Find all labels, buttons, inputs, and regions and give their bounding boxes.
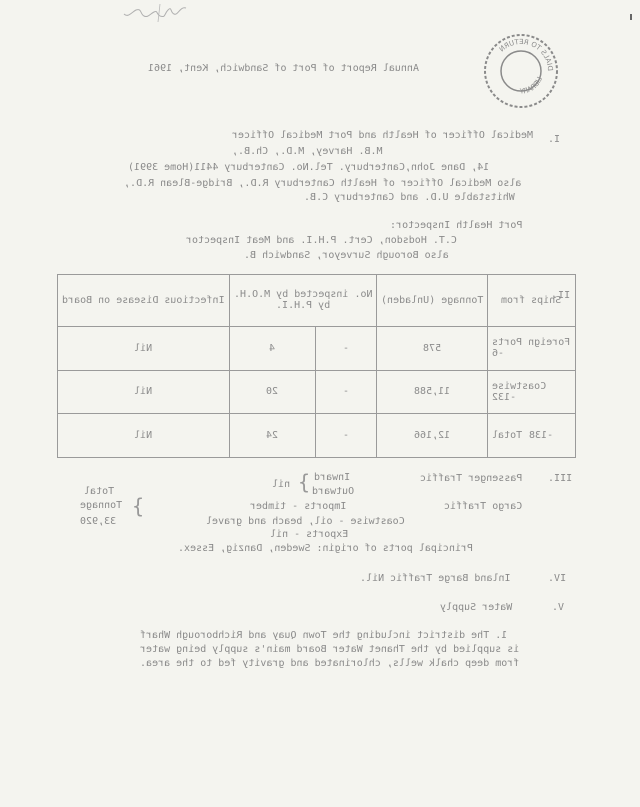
cell-disease: Nil (58, 414, 230, 458)
section-5-heading: Water Supply (440, 602, 513, 613)
inward-label: Inward (314, 472, 351, 483)
cell-moh: - (315, 414, 376, 458)
section-5-line-1: 1. The district including the Town Quay and Richborough Wharf (140, 630, 526, 641)
exports-line: Exports - nil (270, 529, 349, 540)
brace: { (132, 494, 145, 518)
cell-tonnage: 578 (377, 326, 488, 370)
total-tonnage-value: 33,920 (80, 516, 117, 527)
imports-line: Imports - timber (250, 501, 347, 512)
passenger-nil: nil (272, 479, 291, 490)
cell-phi: 20 (229, 370, 315, 414)
section-4-number: IV. (548, 573, 567, 584)
section-1-number: I. (548, 134, 561, 145)
cell-disease: Nil (58, 370, 230, 414)
cell-disease: Nil (58, 326, 230, 370)
section-1-line-3: 14, Dane John,Canterbury. Tel.No. Canterbury 4411(Home 3991) (128, 162, 508, 173)
cell-from: Foreign Ports -6 (488, 326, 575, 370)
principal-ports-line: Principal ports of origin: Sweden, Danzig, Essex. (178, 543, 474, 554)
report-title: Annual Report of Port of Sandwich, Kent, 1961 (148, 63, 419, 74)
cargo-traffic-label: Cargo Traffic (444, 501, 523, 512)
section-4-text: Inland Barge Traffic Nil. (360, 573, 511, 584)
section-1-line-8: C.T. Hodsdon, Cert. P.H.I. and Meat Inspector (186, 235, 475, 246)
total-label: Total (84, 486, 115, 497)
cell-moh: - (315, 326, 376, 370)
header-inspected: No. inspected by M.O.H. by P.H.I. (229, 275, 376, 327)
section-1-line-2: M.B. Harvey, M.D., Ch.B., (232, 146, 401, 157)
ships-table (57, 274, 576, 458)
passenger-traffic-label: Passenger Traffic (420, 473, 523, 484)
section-1-line-1: Medical Officer of Health and Port Medical Officer (232, 130, 534, 141)
cell-from: Coastwise -132 (488, 370, 575, 414)
svg-text:LIBRARY: LIBRARY (519, 75, 544, 96)
cell-from: Total -138 (488, 414, 575, 458)
table-row (58, 326, 576, 370)
section-5-line-3: from deep chalk wells, chlorinated and gravity fed to the area. (140, 658, 520, 669)
cell-moh: - (315, 370, 376, 414)
cell-phi: 4 (229, 326, 315, 370)
section-5-number: V. (552, 602, 565, 613)
page-mark (630, 14, 632, 20)
table-row (58, 370, 576, 414)
section-1-line-5: Whitstable U.D. and Canterbury C.B. (304, 192, 515, 203)
table-row (58, 414, 576, 458)
tonnage-label: Tonnage (80, 500, 123, 511)
header-infectious-disease: Infectious Disease on Board (58, 275, 230, 327)
outward-label: Outward (312, 486, 355, 497)
cell-phi: 24 (229, 414, 315, 458)
header-ships-from: Ships from (488, 275, 575, 327)
table-header-row (58, 275, 576, 327)
cell-tonnage: 11,588 (377, 370, 488, 414)
section-1-line-9: also Borough Surveyor, Sandwich B. (244, 250, 467, 261)
section-2-number: II. (552, 290, 571, 301)
section-1-line-4: also Medical Officer of Health Canterbury R.D., Bridge-Blean R.D., (124, 178, 522, 189)
header-tonnage: Tonnage (Unladen) (377, 275, 488, 327)
section-3-number: III. (548, 473, 573, 484)
section-1-line-7: Port Health Inspector: (390, 220, 523, 231)
section-5-line-2: is supplied by the Thanet Water Board main's supply being water (140, 644, 520, 655)
library-stamp (480, 30, 562, 112)
coastwise-line: Coastwise - oil, beach and gravel (206, 516, 405, 527)
cell-tonnage: 12,166 (377, 414, 488, 458)
handwritten-signature (120, 2, 190, 26)
brace: { (298, 470, 311, 494)
svg-text:DIALS TO RETURN: DIALS TO RETURN (497, 37, 555, 72)
